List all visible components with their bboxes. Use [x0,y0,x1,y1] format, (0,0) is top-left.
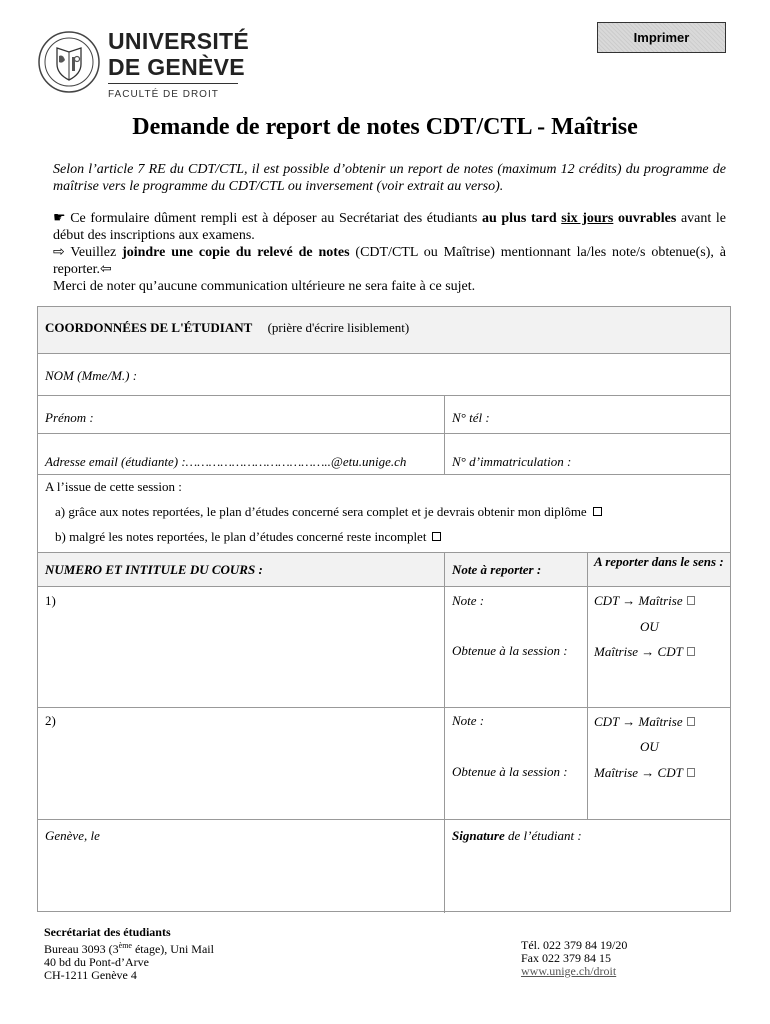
faculty-name: FACULTÉ DE DROIT [108,89,219,100]
footer-address: Secrétariat des étudiants Bureau 3093 (3ème étage), Uni Mail 40 bd du Pont-d’Arve CH-1211 Genève 4 [44,925,214,982]
tel-field[interactable]: N° tél : [452,410,490,425]
course-2-dir2-checkbox[interactable] [687,768,695,777]
course-2-or: OU [640,739,659,754]
option-a-checkbox[interactable] [593,507,602,516]
course-1-dir2-checkbox[interactable] [687,647,695,656]
col-report-header: A reporter dans le sens : [594,554,724,569]
university-seal-logo [37,30,101,94]
col-course-header: NUMERO ET INTITULE DU COURS : [45,562,263,577]
course-1-dir1-checkbox[interactable] [687,596,695,605]
course-1-dir2[interactable]: Maîtrise → CDT [594,644,695,660]
print-button[interactable]: Imprimer [597,22,726,53]
footer-contact [521,939,627,978]
course-2-dir2[interactable]: Maîtrise → CDT [594,765,695,781]
student-form [37,306,731,912]
footer-fax: Fax 022 379 84 15 [521,951,611,965]
course-1-note[interactable]: Note : [452,593,485,608]
option-b-checkbox[interactable] [432,532,441,541]
course-2-note[interactable]: Note : [452,713,485,728]
nom-field[interactable]: NOM (Mme/M.) : [45,368,138,383]
footer-tel: Tél. 022 379 84 19/20 [521,938,628,952]
prenom-field[interactable]: Prénom : [45,410,94,425]
signature-field[interactable]: Signature de l’étudiant : [452,828,582,843]
course-1-or: OU [640,619,659,634]
intro-text: Selon l’article 7 RE du CDT/CTL, il est possible d’obtenir un report de notes (maximum 12 crédits) du programme de maîtrise vers le programme du CDT/CTL ou inversement (voir extrait au verso). [53,162,726,194]
course-1-number[interactable]: 1) [45,593,56,608]
page-title: Demande de report de notes CDT/CTL - Maîtrise [132,114,638,140]
option-a: a) grâce aux notes reportées, le plan d’études concerné sera complet et je devrais obtenir mon diplôme [55,504,602,520]
session-intro: A l’issue de cette session : [45,479,182,494]
section-title: COORDONNÉES DE L'ÉTUDIANT (prière d'écrire lisiblement) [45,320,410,335]
option-b: b) malgré les notes reportées, le plan d’études concerné reste incomplet [55,529,441,545]
course-2-number[interactable]: 2) [45,713,56,728]
course-1-dir1[interactable]: CDT → Maîtrise [594,593,695,609]
right-arrow-icon: ⇨ [53,245,65,260]
instructions: ☛ Ce formulaire dûment rempli est à déposer au Secrétariat des étudiants au plus tard six jours ouvrables avant le début des inscriptions aux examens. ⇨ Veuillez joindre une copie du relevé de notes (CDT/CTL ou Maîtrise) mentionnant la/les note/s obtenue(s), à reporter.⇦ Merci de noter qu’aucune communication ultérieure ne sera faite à ce sujet. [53,211,727,294]
col-note-header: Note à reporter : [452,562,542,577]
course-2-dir1-checkbox[interactable] [687,717,695,726]
course-1-session[interactable]: Obtenue à la session : [452,643,568,658]
university-name: UNIVERSITÉ DE GENÈVE [108,28,250,80]
immatriculation-field[interactable]: N° d’immatriculation : [452,454,572,469]
footer-website-link[interactable]: www.unige.ch/droit [521,964,617,978]
geneve-date-field[interactable]: Genève, le [45,828,100,843]
header-rule [108,83,238,84]
email-field[interactable]: Adresse email (étudiante) :………………………………..@etu.unige.ch [45,454,407,469]
course-2-session[interactable]: Obtenue à la session : [452,764,568,779]
left-arrow-icon: ⇦ [100,262,112,277]
course-2-dir1[interactable]: CDT → Maîtrise [594,714,695,730]
pointing-hand-icon: ☛ [53,211,66,226]
